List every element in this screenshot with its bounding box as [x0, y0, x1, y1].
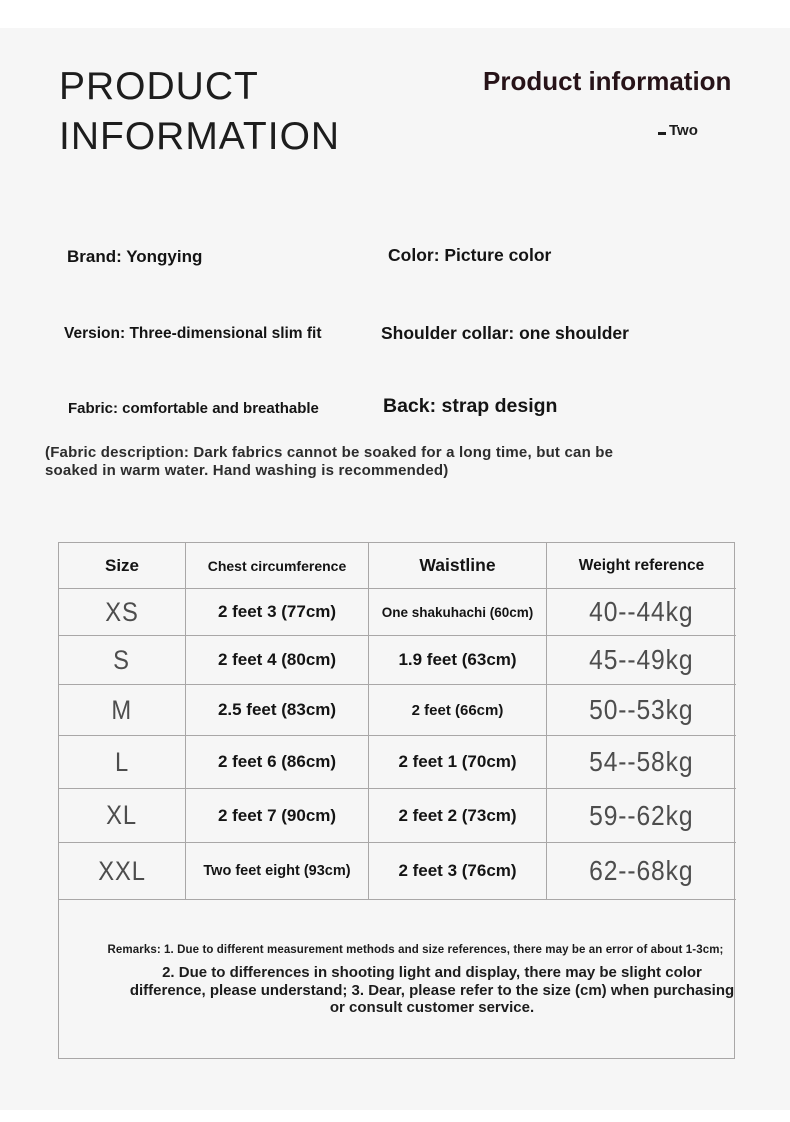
detail-brand: Brand: Yongying	[67, 247, 203, 266]
size-label: M	[111, 694, 133, 725]
size-label: XL	[106, 800, 138, 830]
table-row-l-chest: 2 feet 6 (86cm)	[186, 736, 369, 789]
size-chart-table	[58, 542, 735, 1059]
table-row-l-size	[59, 736, 186, 789]
remarks-line1: Remarks: 1. Due to different measurement methods and size references, there may be an error of about 1-3cm;	[107, 944, 724, 956]
page-title-line1: PRODUCT	[59, 65, 259, 108]
weight-value: 59--62kg	[589, 799, 694, 831]
table-row-m-size	[59, 685, 186, 736]
header-weight-reference: Weight reference	[547, 543, 736, 589]
section-title: Product information	[483, 66, 732, 96]
detail-back: Back: strap design	[383, 395, 558, 417]
page-title-line2: INFORMATION	[59, 115, 341, 158]
section-subtitle-text: Two	[669, 122, 698, 139]
size-label: L	[114, 746, 130, 777]
detail-color: Color: Picture color	[388, 245, 552, 265]
weight-value: 45--49kg	[589, 644, 694, 675]
table-row-xl-chest: 2 feet 7 (90cm)	[186, 789, 369, 843]
weight-value: 40--44kg	[589, 596, 694, 627]
detail-version: Version: Three-dimensional slim fit	[64, 325, 322, 342]
header-waistline: Waistline	[369, 543, 547, 589]
remarks-paragraph: 2. Due to differences in shooting light and display, there may be slight color difference, please understand; 3. Dear, please refer to the size (cm) when purchasing or consult customer service.	[129, 964, 735, 1016]
table-row-m-weight	[547, 685, 736, 736]
table-row-xs-weight	[547, 589, 736, 636]
size-label: XS	[105, 596, 139, 627]
table-row-l-weight	[547, 736, 736, 789]
weight-value: 62--68kg	[589, 855, 694, 886]
size-label: S	[113, 644, 131, 675]
table-row-m-waist: 2 feet (66cm)	[369, 685, 547, 736]
table-row-xxl-size	[59, 843, 186, 900]
header-size: Size	[59, 543, 186, 589]
dash-icon	[658, 132, 666, 135]
table-row-xl-size	[59, 789, 186, 843]
detail-shoulder-collar: Shoulder collar: one shoulder	[381, 323, 629, 343]
table-row-xs-waist: One shakuhachi (60cm)	[369, 589, 547, 636]
page-title	[59, 62, 340, 162]
table-row-xl-weight	[547, 789, 736, 843]
detail-fabric: Fabric: comfortable and breathable	[68, 400, 319, 417]
table-row-xxl-waist: 2 feet 3 (76cm)	[369, 843, 547, 900]
header-chest: Chest circumference	[186, 543, 369, 589]
table-row-xs-size	[59, 589, 186, 636]
table-row-xxl-chest: Two feet eight (93cm)	[186, 843, 369, 900]
remarks-section	[59, 900, 736, 1058]
table-row-s-waist: 1.9 feet (63cm)	[369, 636, 547, 685]
size-label: XXL	[98, 855, 146, 886]
table-row-s-size	[59, 636, 186, 685]
table-row-xxl-weight	[547, 843, 736, 900]
weight-value: 50--53kg	[589, 694, 694, 725]
table-row-s-weight	[547, 636, 736, 685]
fabric-description-note: (Fabric description: Dark fabrics cannot be soaked for a long time, but can be soaked in warm water. Hand washing is recommended)	[45, 444, 614, 479]
weight-value: 54--58kg	[589, 746, 694, 777]
table-row-l-waist: 2 feet 1 (70cm)	[369, 736, 547, 789]
table-row-xl-waist: 2 feet 2 (73cm)	[369, 789, 547, 843]
table-row-s-chest: 2 feet 4 (80cm)	[186, 636, 369, 685]
table-row-xs-chest: 2 feet 3 (77cm)	[186, 589, 369, 636]
section-subtitle	[658, 122, 698, 139]
table-row-m-chest: 2.5 feet (83cm)	[186, 685, 369, 736]
